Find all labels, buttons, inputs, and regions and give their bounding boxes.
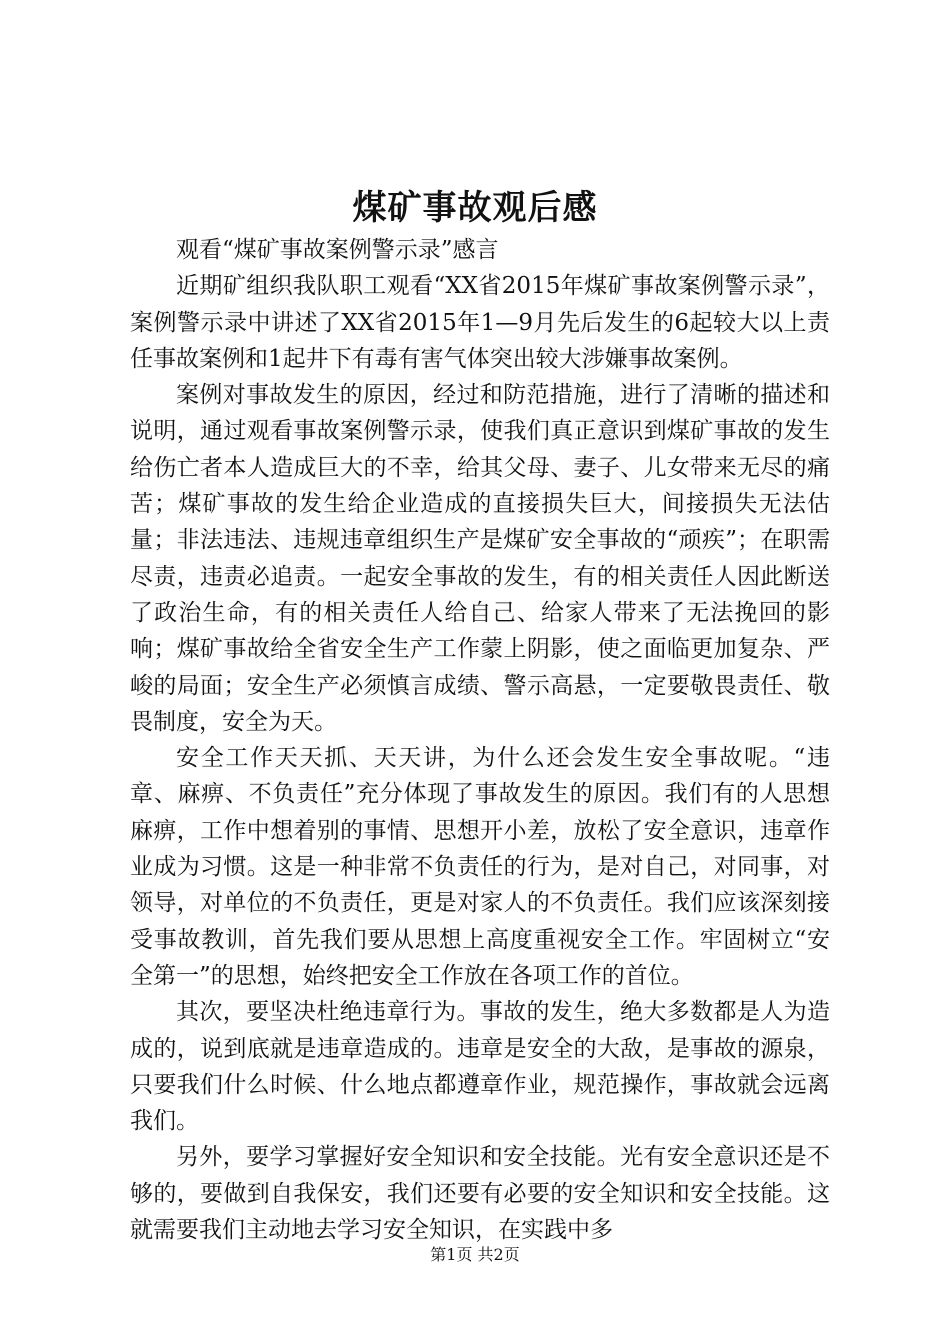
paragraph: 近期矿组织我队职工观看“XX省2015年煤矿事故案例警示录”，案例警示录中讲述了XX省2015年1—9月先后发生的6起较大以上责任事故案例和1起井下有毒有害气体突出较大涉嫌事故案例。: [130, 273, 830, 372]
paragraph: 另外，要学习掌握好安全知识和安全技能。光有安全意识还是不够的，要做到自我保安，我们还要有必要的安全知识和安全技能。这就需要我们主动地去学习安全知识，在实践中多: [130, 1144, 830, 1244]
paragraph: 其次，要坚决杜绝违章行为。事故的发生，绝大多数都是人为造成的，说到底就是违章造成的。违章是安全的大敌，是事故的源泉，只要我们什么时候、什么地点都遵章作业，规范操作，事故就会远离我们。: [130, 999, 830, 1135]
paragraph: 安全工作天天抓、天天讲，为什么还会发生安全事故呢。“违章、麻痹、不负责任”充分体现了事故发生的原因。我们有的人思想麻痹，工作中想着别的事情、思想开小差，放松了安全意识，违章作业成为习惯。这是一种非常不负责任的行为，是对自己，对同事，对领导，对单位的不负责任，更是对家人的不负责任。我们应该深刻接受事故教训，首先我们要从思想上高度重视安全工作。牢固树立“安全第一”的思想，始终把安全工作放在各项工作的首位。: [130, 745, 830, 989]
document-title: 煤矿事故观后感: [352, 188, 598, 228]
page-footer: 第1页 共2页: [430, 1245, 520, 1264]
document-body: [130, 232, 830, 1248]
paragraph: 案例对事故发生的原因，经过和防范措施，进行了清晰的描述和说明，通过观看事故案例警示录，使我们真正意识到煤矿事故的发生给伤亡者本人造成巨大的不幸，给其父母、妻子、儿女带来无尽的痛苦；煤矿事故的发生给企业造成的直接损失巨大，间接损失无法估量；非法违法、违规违章组织生产是煤矿安全事故的“顽疾”；在职需尽责，违责必追责。一起安全事故的发生，有的相关责任人因此断送了政治生命，有的相关责任人给自己、给家人带来了无法挽回的影响；煤矿事故给全省安全生产工作蒙上阴影，使之面临更加复杂、严峻的局面；安全生产必须慎言成绩、警示高悬，一定要敬畏责任、敬畏制度，安全为天。: [130, 382, 830, 735]
paragraph-subtitle: 观看“煤矿事故案例警示录”感言: [176, 237, 499, 263]
